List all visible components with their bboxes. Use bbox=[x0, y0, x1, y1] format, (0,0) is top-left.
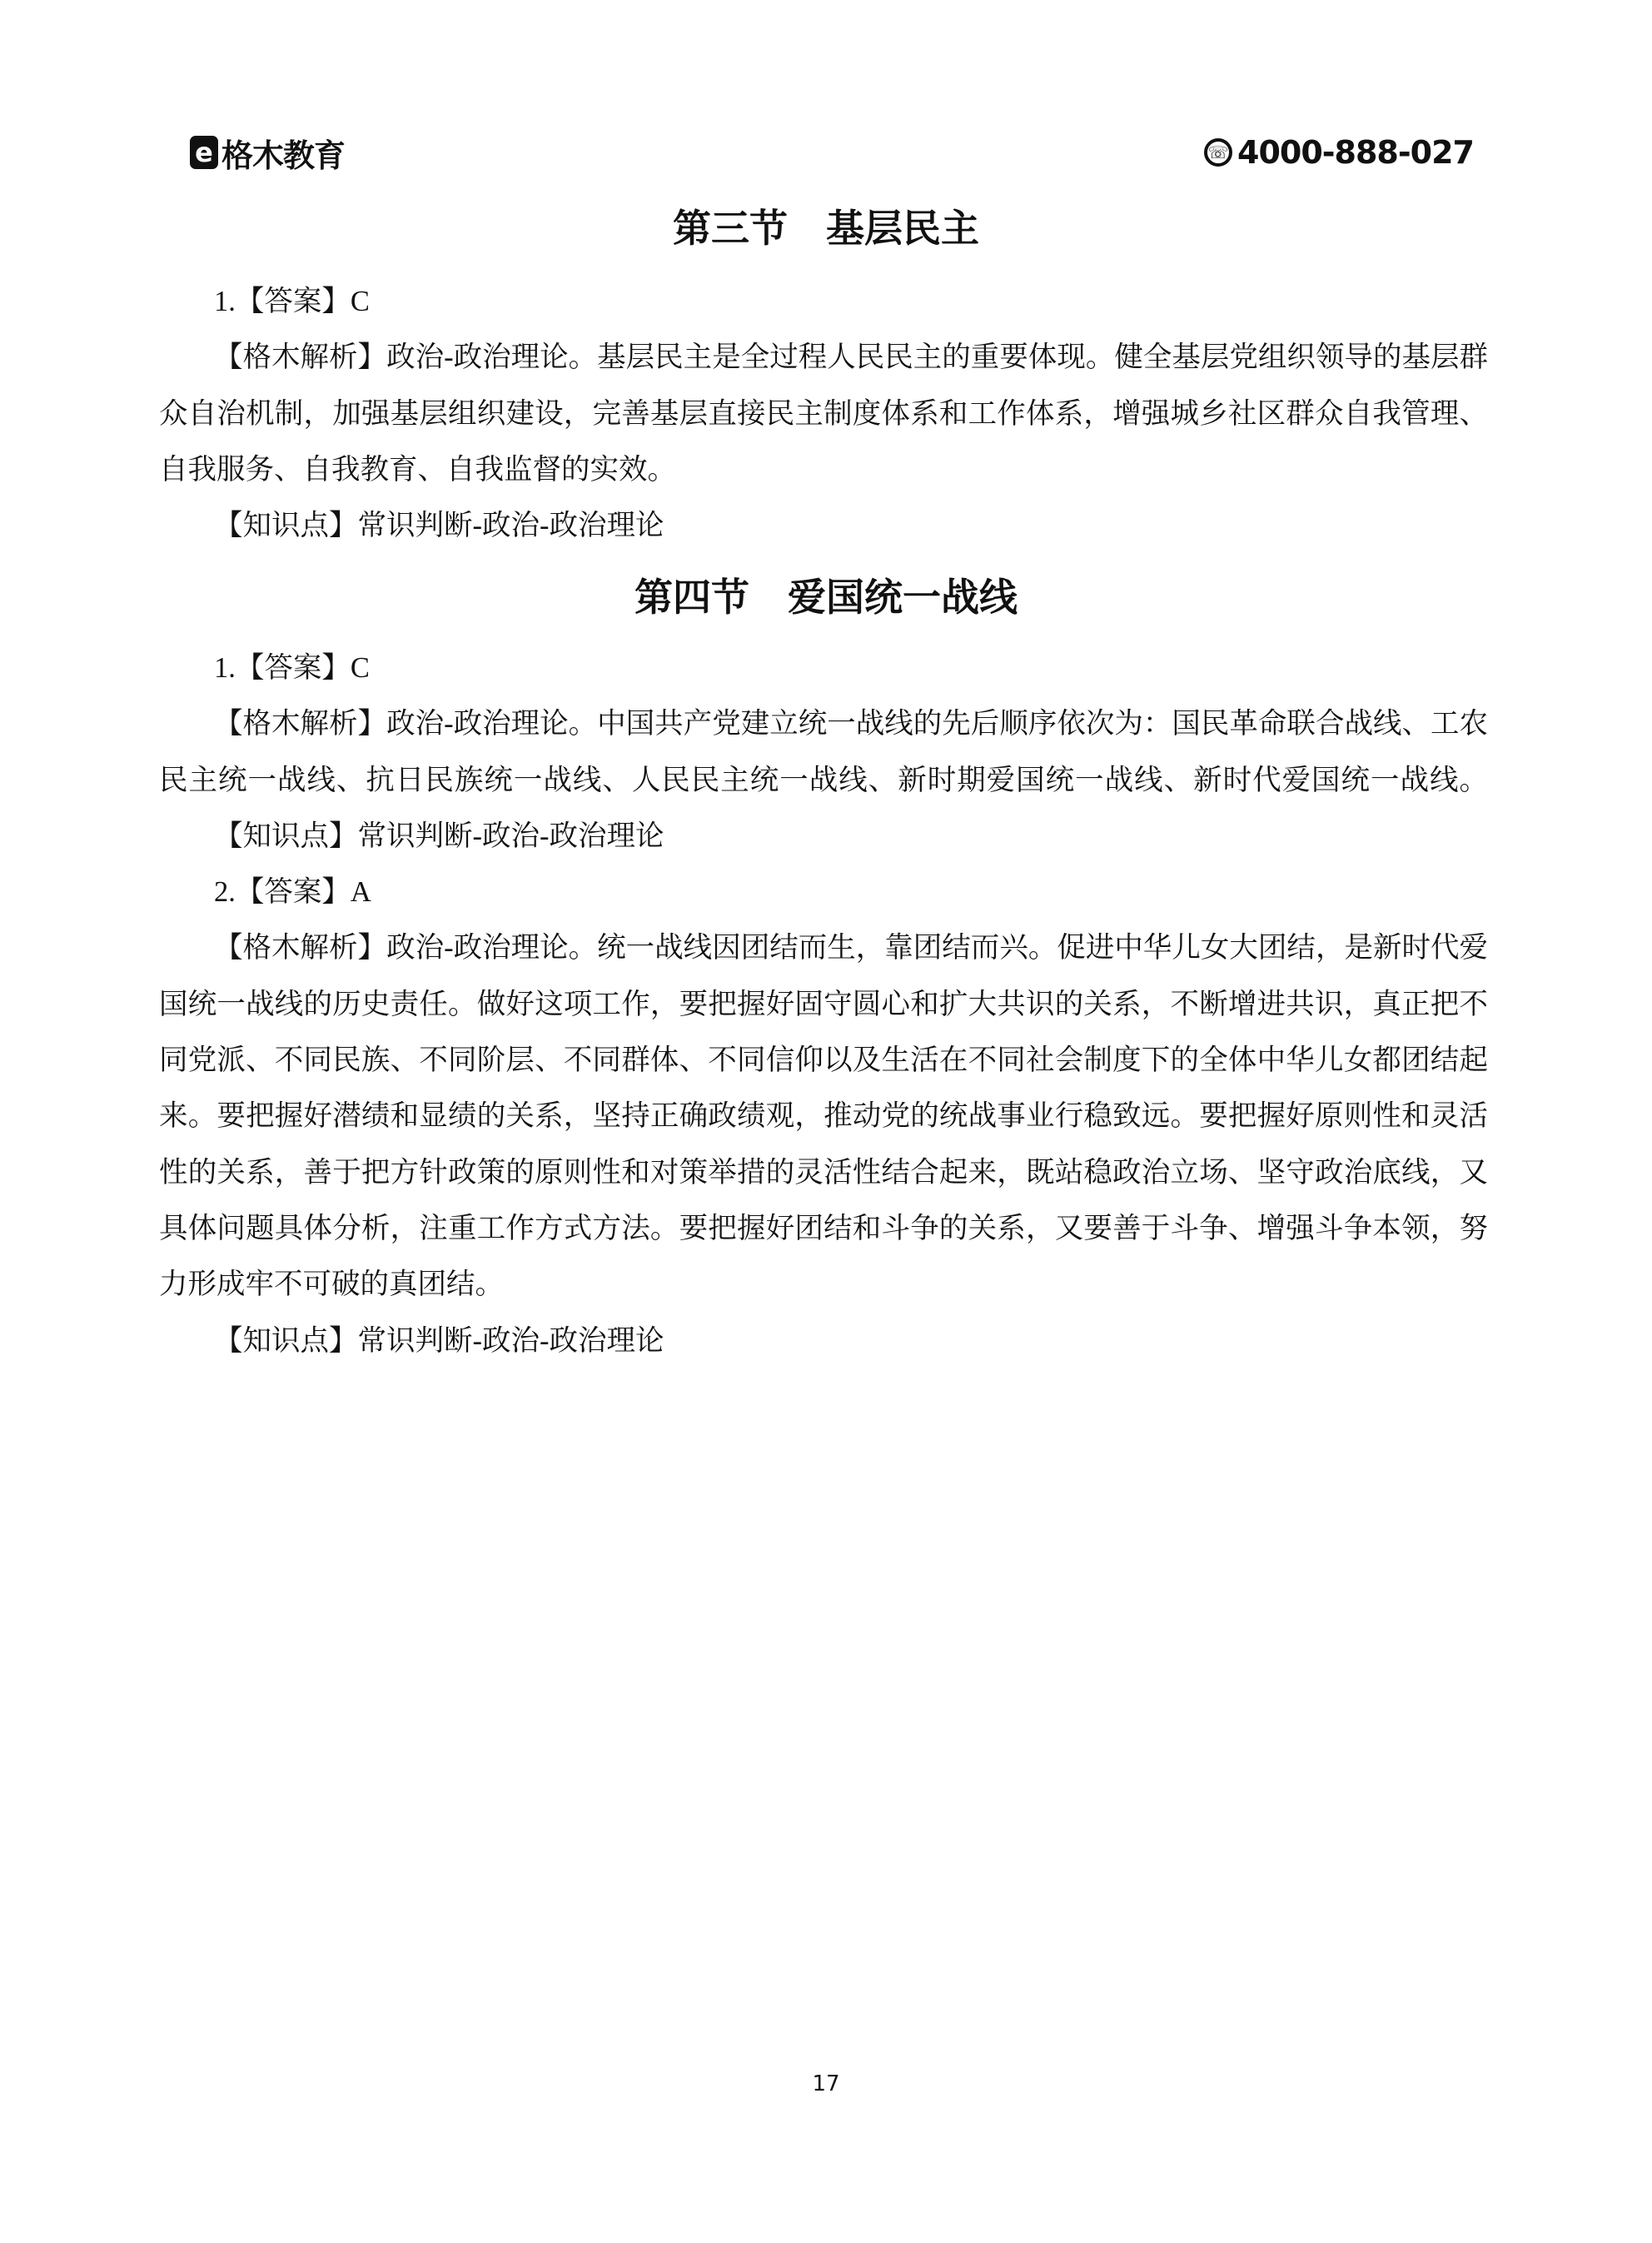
analysis-line: 力形成牢不可破的真团结。 bbox=[159, 1269, 504, 1301]
analysis-line: 性的关系，善于把方针政策的原则性和对策举措的灵活性结合起来，既站稳政治立场、坚守政治底线，又 bbox=[159, 1156, 1488, 1189]
analysis-line: 国统一战线的历史责任。做好这项工作，要把握好固守圆心和扩大共识的关系，不断增进共识，真正把不 bbox=[159, 988, 1488, 1020]
knowledge-line: 【知识点】常识判断-政治-政治理论 bbox=[214, 820, 664, 852]
analysis-line: 【格木解析】政治-政治理论。中国共产党建立统一战线的先后顺序依次为：国民革命联合战线、工农 bbox=[214, 708, 1488, 740]
logo-mark-icon: e bbox=[190, 136, 218, 169]
brand-logo bbox=[190, 132, 345, 173]
brand-name: 格木教育 bbox=[221, 137, 346, 174]
analysis-line: 同党派、不同民族、不同阶层、不同群体、不同信仰以及生活在不同社会制度下的全体中华儿女都团结起 bbox=[159, 1044, 1488, 1077]
knowledge-line: 【知识点】常识判断-政治-政治理论 bbox=[214, 510, 664, 542]
section-body bbox=[159, 274, 1488, 554]
answer-line: 1.【答案】C bbox=[214, 286, 370, 317]
phone-number: 4000-888-027 bbox=[1237, 134, 1474, 171]
answer-line: 2.【答案】A bbox=[214, 876, 371, 909]
phone-icon: ☏ bbox=[1204, 138, 1232, 167]
analysis-line: 具体问题具体分析，注重工作方式方法。要把握好团结和斗争的关系，又要善于斗争、增强斗争本领，努 bbox=[159, 1212, 1488, 1244]
analysis-line: 民主统一战线、抗日民族统一战线、人民民主统一战线、新时期爱国统一战线、新时代爱国统一战线。 bbox=[159, 764, 1488, 796]
knowledge-line: 【知识点】常识判断-政治-政治理论 bbox=[214, 1324, 664, 1357]
section-title: 第三节 基层民主 bbox=[673, 206, 979, 251]
analysis-line: 自我服务、自我教育、自我监督的实效。 bbox=[159, 453, 676, 486]
page-number: 17 bbox=[812, 2071, 840, 2096]
analysis-line: 【格木解析】政治-政治理论。基层民主是全过程人民民主的重要体现。健全基层党组织领导的基层群 bbox=[214, 341, 1488, 374]
section-body bbox=[159, 641, 1488, 1369]
answer-line: 1.【答案】C bbox=[214, 652, 370, 684]
analysis-line: 来。要把握好潜绩和显绩的关系，坚持正确政绩观，推动党的统战事业行稳致远。要把握好原则性和灵活 bbox=[159, 1100, 1488, 1133]
phone-contact bbox=[1204, 132, 1474, 173]
analysis-line: 【格木解析】政治-政治理论。统一战线因团结而生，靠团结而兴。促进中华儿女大团结，是新时代爱 bbox=[214, 932, 1488, 964]
section-title: 第四节 爱国统一战线 bbox=[634, 575, 1018, 620]
analysis-line: 众自治机制，加强基层组织建设，完善基层直接民主制度体系和工作体系，增强城乡社区群众自我管理、 bbox=[159, 397, 1488, 430]
